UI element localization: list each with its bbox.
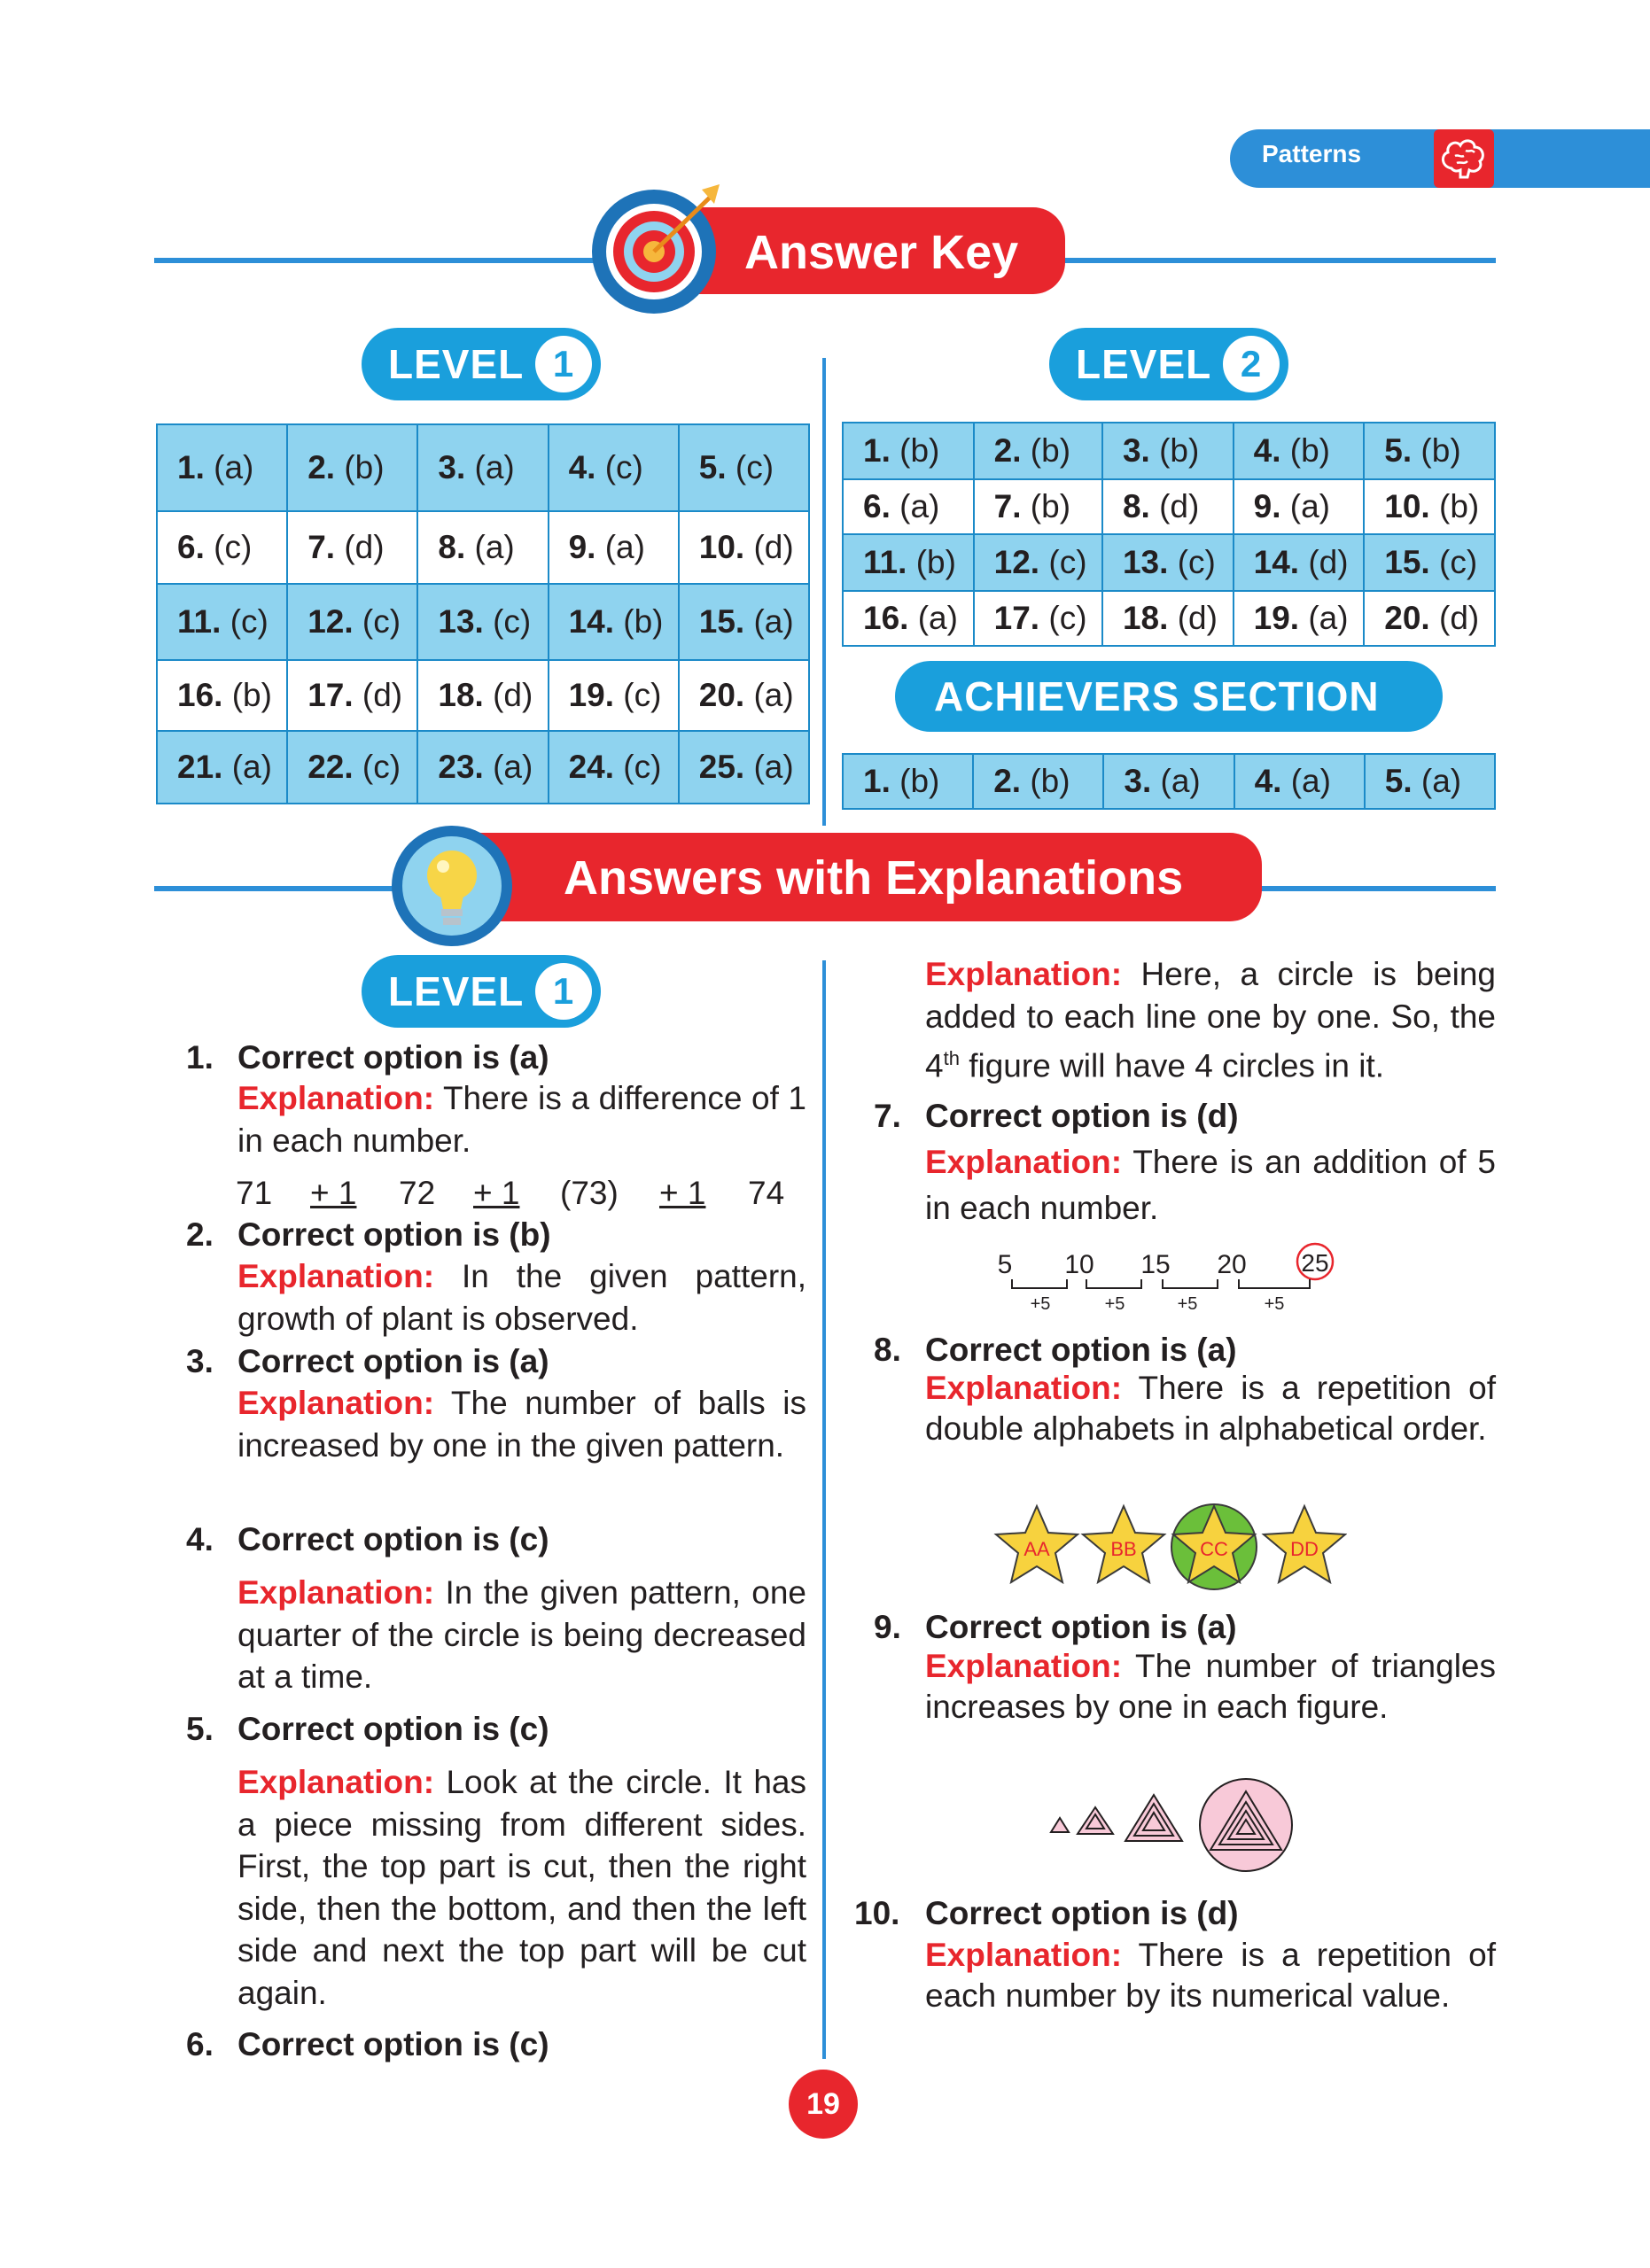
answer-option: (b) <box>231 677 272 713</box>
answer-option: (d) <box>1177 600 1218 636</box>
divider-line <box>1051 258 1496 263</box>
sequence-value: 72 <box>399 1175 436 1211</box>
explanation-text: There is a difference of 1 in each number. <box>237 1080 806 1159</box>
sequence-answer: 25 <box>1301 1249 1329 1277</box>
answer-key-banner <box>682 207 1065 294</box>
answer-cell <box>417 660 548 731</box>
answer-option: (c) <box>214 529 253 565</box>
achievers-answer-table <box>842 753 1496 810</box>
sequence-step: +5 <box>1104 1294 1125 1314</box>
explanation-label: Explanation: <box>237 1574 435 1611</box>
answer-option: (b) <box>1289 432 1330 469</box>
answer-option: (c) <box>623 677 662 713</box>
explanation-text: There is a repetition of double alphabets in alphabetical order. <box>925 1370 1496 1447</box>
correct-option: Correct option is (b) <box>237 1216 551 1253</box>
answer-cell <box>157 731 287 804</box>
sequence-step: + 1 <box>473 1175 520 1211</box>
question-number: 10. <box>854 1895 900 1931</box>
answer-option: (c) <box>493 603 532 640</box>
answer-number: 6. <box>863 488 891 524</box>
answer-cell <box>974 479 1102 534</box>
answer-cell <box>1102 534 1234 591</box>
answer-number: 1. <box>863 432 891 469</box>
q10-explanation <box>925 1935 1496 2016</box>
answer-cell <box>679 660 809 731</box>
level-badge-text: LEVEL <box>388 968 525 1014</box>
target-icon <box>590 184 732 322</box>
answer-option: (a) <box>493 749 533 785</box>
answer-option: (b) <box>1030 432 1071 469</box>
sequence-step: + 1 <box>659 1175 706 1211</box>
answer-cell <box>1234 534 1365 591</box>
explanations-level-badge <box>362 955 601 1028</box>
answer-option: (a) <box>753 677 794 713</box>
answer-cell <box>417 731 548 804</box>
star-label: CC <box>1200 1538 1228 1560</box>
triangle-figure-3 <box>1125 1795 1182 1841</box>
answer-cell <box>549 584 679 660</box>
q6-explanation <box>925 953 1496 1087</box>
level-badge-number: 1 <box>535 336 592 392</box>
level-badge-text: LEVEL <box>1076 341 1212 387</box>
answer-cell <box>974 591 1102 646</box>
sequence-step: +5 <box>1177 1294 1198 1314</box>
explanation-text: There is an addition of 5 in each number. <box>925 1144 1496 1226</box>
answer-number: 10. <box>698 529 745 565</box>
answer-number: 17. <box>307 677 354 713</box>
level-badge-number: 1 <box>535 963 592 1020</box>
answer-option: (a) <box>1308 600 1349 636</box>
explanation-text: Look at the circle. It has a piece missing from different sides. First, the top part is cut, then the right side, then the bottom, and then the left side and next the top part will be cut again. <box>237 1764 806 2011</box>
answer-cell <box>679 424 809 511</box>
answer-cell <box>417 511 548 584</box>
answer-number: 21. <box>177 749 223 785</box>
answer-option: (a) <box>1160 763 1201 799</box>
answer-number: 10. <box>1384 488 1430 524</box>
answer-cell <box>1234 591 1365 646</box>
q2-explanation <box>237 1255 806 1340</box>
answer-option: (d) <box>1308 544 1349 580</box>
answer-number: 19. <box>568 677 614 713</box>
answer-number: 1. <box>863 763 891 799</box>
answer-cell <box>287 731 417 804</box>
answer-cell <box>843 479 974 534</box>
level-badge-text: LEVEL <box>388 341 525 387</box>
answer-row <box>843 534 1495 591</box>
answer-cell <box>549 731 679 804</box>
answer-cell <box>417 584 548 660</box>
divider-line <box>1249 886 1496 891</box>
question-number: 6. <box>186 2026 214 2062</box>
level-1-badge <box>362 328 601 400</box>
answer-option: (c) <box>735 449 774 485</box>
answer-option: (c) <box>362 603 401 640</box>
answer-option: (b) <box>899 432 940 469</box>
answer-number: 19. <box>1253 600 1300 636</box>
answer-number: 12. <box>307 603 354 640</box>
answer-option: (b) <box>1030 763 1070 799</box>
answer-cell <box>1365 754 1495 809</box>
sequence-answer: (73) <box>560 1175 619 1211</box>
answer-cell <box>843 423 974 479</box>
answer-option: (b) <box>1439 488 1480 524</box>
superscript: th <box>943 1047 960 1069</box>
answer-option: (a) <box>474 449 515 485</box>
star-label: AA <box>1023 1538 1050 1560</box>
answer-cell <box>549 511 679 584</box>
correct-option: Correct option is (c) <box>237 1711 549 1747</box>
correct-option: Correct option is (a) <box>237 1343 549 1379</box>
sequence-value: 74 <box>748 1175 785 1211</box>
star-label: DD <box>1290 1538 1319 1560</box>
sequence-step: +5 <box>1264 1294 1285 1314</box>
answer-option: (b) <box>344 449 385 485</box>
q5-explanation <box>237 1761 806 2014</box>
answer-option: (d) <box>362 677 403 713</box>
answer-cell <box>1234 423 1365 479</box>
answer-row <box>843 591 1495 646</box>
explanation-text: The number of triangles increases by one in each figure. <box>925 1648 1496 1725</box>
answer-key-title: Answer Key <box>744 226 1019 279</box>
explanation-label: Explanation: <box>237 1764 435 1800</box>
answer-number: 4. <box>1254 763 1282 799</box>
answer-option: (a) <box>917 600 958 636</box>
correct-option: Correct option is (c) <box>237 2026 549 2062</box>
answer-cell <box>1364 479 1495 534</box>
explanation-label: Explanation: <box>237 1080 435 1116</box>
question-number: 9. <box>874 1609 901 1645</box>
correct-option: Correct option is (a) <box>237 1039 549 1076</box>
q7-number-line <box>992 1237 1347 1321</box>
answer-row <box>157 660 809 731</box>
answer-option: (c) <box>362 749 401 785</box>
star-cc-answer <box>1171 1504 1257 1589</box>
page-number: 19 <box>789 2070 858 2139</box>
question-number: 5. <box>186 1711 214 1747</box>
answer-cell <box>549 660 679 731</box>
answer-number: 16. <box>863 600 909 636</box>
explanation-label: Explanation: <box>925 1937 1123 1973</box>
answer-option: (c) <box>1439 544 1478 580</box>
answer-cell <box>1364 534 1495 591</box>
achievers-section-badge <box>895 661 1443 732</box>
answer-number: 8. <box>438 529 466 565</box>
lightbulb-icon <box>390 826 514 951</box>
column-divider <box>822 358 826 826</box>
answer-number: 14. <box>1253 544 1300 580</box>
answer-cell <box>843 534 974 591</box>
column-divider <box>822 960 826 2059</box>
answer-option: (c) <box>623 749 662 785</box>
answer-option: (a) <box>1290 763 1331 799</box>
answer-option: (c) <box>230 603 269 640</box>
answer-option: (a) <box>753 749 794 785</box>
answer-cell <box>1364 423 1495 479</box>
level-badge-number: 2 <box>1223 336 1280 392</box>
answer-number: 4. <box>1253 432 1281 469</box>
correct-option: Correct option is (d) <box>925 1098 1239 1134</box>
divider-line <box>154 258 610 263</box>
answer-number: 15. <box>698 603 745 640</box>
answer-number: 4. <box>568 449 596 485</box>
answer-number: 23. <box>438 749 484 785</box>
question-number: 2. <box>186 1216 214 1253</box>
answer-number: 2. <box>307 449 336 485</box>
answer-option: (a) <box>231 749 272 785</box>
answer-number: 15. <box>1384 544 1430 580</box>
sequence-value: 10 <box>1064 1250 1094 1279</box>
q8-explanation <box>925 1368 1496 1449</box>
q8-star-figures <box>992 1499 1347 1597</box>
triangle-figure-4-answer <box>1200 1779 1292 1871</box>
explanations-banner <box>479 833 1262 921</box>
answer-option: (d) <box>1439 600 1480 636</box>
divider-line <box>154 886 429 891</box>
answer-number: 5. <box>1384 763 1413 799</box>
correct-option: Correct option is (a) <box>925 1609 1237 1645</box>
answer-cell <box>287 424 417 511</box>
answer-number: 7. <box>307 529 336 565</box>
answer-number: 3. <box>1122 432 1150 469</box>
achievers-title: ACHIEVERS SECTION <box>934 673 1380 719</box>
answer-option: (d) <box>753 529 794 565</box>
answer-row <box>843 423 1495 479</box>
answer-cell <box>417 424 548 511</box>
answer-number: 13. <box>438 603 484 640</box>
answer-number: 2. <box>993 432 1022 469</box>
answer-cell <box>157 584 287 660</box>
answer-number: 9. <box>568 529 596 565</box>
answer-number: 12. <box>993 544 1040 580</box>
triangle-figure-2 <box>1078 1807 1113 1834</box>
sequence-value: 71 <box>236 1175 273 1211</box>
answer-option: (d) <box>1159 488 1200 524</box>
correct-option: Correct option is (d) <box>925 1895 1239 1931</box>
answer-option: (a) <box>1289 488 1330 524</box>
answer-option: (a) <box>474 529 515 565</box>
answer-number: 18. <box>1122 600 1169 636</box>
answer-number: 13. <box>1122 544 1169 580</box>
answer-cell <box>1364 591 1495 646</box>
q3-explanation <box>237 1382 806 1466</box>
answer-number: 9. <box>1253 488 1281 524</box>
question-number: 4. <box>186 1521 214 1557</box>
answer-number: 16. <box>177 677 223 713</box>
answer-number: 3. <box>438 449 466 485</box>
explanation-label: Explanation: <box>237 1385 435 1421</box>
answer-cell <box>843 591 974 646</box>
q9-explanation <box>925 1646 1496 1728</box>
answer-cell <box>679 584 809 660</box>
correct-option: Correct option is (a) <box>925 1332 1237 1368</box>
answer-option: (b) <box>915 544 956 580</box>
answer-number: 25. <box>698 749 745 785</box>
answer-number: 3. <box>1124 763 1152 799</box>
answer-number: 17. <box>993 600 1040 636</box>
answer-option: (c) <box>1177 544 1216 580</box>
explanation-label: Explanation: <box>925 1648 1123 1684</box>
answer-number: 24. <box>568 749 614 785</box>
question-number: 1. <box>186 1039 214 1076</box>
answer-cell <box>974 423 1102 479</box>
q1-explanation <box>237 1077 806 1161</box>
answer-cell <box>1103 754 1234 809</box>
answer-cell <box>1102 479 1234 534</box>
answer-option: (a) <box>753 603 794 640</box>
q9-triangle-figures <box>1035 1777 1310 1879</box>
explanations-title: Answers with Explanations <box>564 851 1184 905</box>
answer-option: (c) <box>604 449 643 485</box>
answer-row <box>157 424 809 511</box>
star-aa <box>996 1506 1078 1582</box>
star-label: BB <box>1110 1538 1137 1560</box>
answer-cell <box>679 511 809 584</box>
answer-number: 11. <box>177 603 222 640</box>
answer-option: (d) <box>344 529 385 565</box>
answer-cell <box>157 660 287 731</box>
answer-cell <box>287 584 417 660</box>
answer-number: 22. <box>307 749 354 785</box>
explanation-label: Explanation: <box>925 956 1123 992</box>
star-dd <box>1264 1506 1345 1582</box>
question-number: 7. <box>874 1098 901 1134</box>
answer-cell <box>549 424 679 511</box>
answer-option: (a) <box>604 529 645 565</box>
answer-cell <box>1102 591 1234 646</box>
brain-icon <box>1434 129 1494 188</box>
answer-cell <box>287 660 417 731</box>
answer-cell <box>1234 479 1365 534</box>
sequence-value: 15 <box>1140 1250 1171 1279</box>
answer-number: 11. <box>863 544 907 580</box>
answer-option: (b) <box>1030 488 1071 524</box>
q4-explanation <box>237 1572 806 1698</box>
explanation-text: The number of balls is increased by one in the given pattern. <box>237 1385 806 1464</box>
answer-option: (c) <box>1048 600 1087 636</box>
sequence-step: + 1 <box>310 1175 357 1211</box>
answer-option: (a) <box>1420 763 1462 799</box>
correct-option: Correct option is (c) <box>237 1521 549 1557</box>
explanation-text: In the given pattern, one quarter of the circle is being decreased at a time. <box>237 1574 806 1695</box>
answer-option: (b) <box>623 603 664 640</box>
answer-option: (b) <box>1159 432 1200 469</box>
explanation-text: There is a repetition of each number by its numerical value. <box>925 1937 1496 2014</box>
answer-row <box>843 754 1495 809</box>
answer-cell <box>973 754 1103 809</box>
explanation-label: Explanation: <box>925 1144 1123 1180</box>
answer-option: (d) <box>493 677 533 713</box>
question-number: 3. <box>186 1343 214 1379</box>
question-number: 8. <box>874 1332 901 1368</box>
answer-cell <box>1102 423 1234 479</box>
answer-row <box>157 731 809 804</box>
explanation-label: Explanation: <box>237 1258 435 1294</box>
sequence-value: 5 <box>997 1250 1013 1279</box>
answer-number: 7. <box>993 488 1022 524</box>
sequence-value: 20 <box>1217 1250 1247 1279</box>
explanation-text: Here, a circle is being added to each line one by one. So, the 4 <box>925 956 1497 1084</box>
answer-cell <box>157 424 287 511</box>
answer-cell <box>157 511 287 584</box>
answer-option: (b) <box>899 763 940 799</box>
answer-number: 1. <box>177 449 205 485</box>
answer-row <box>157 584 809 660</box>
answer-option: (c) <box>1048 544 1087 580</box>
answer-cell <box>287 511 417 584</box>
answer-option: (a) <box>899 488 940 524</box>
answer-number: 6. <box>177 529 205 565</box>
answer-row <box>157 511 809 584</box>
level-2-badge <box>1049 328 1288 400</box>
star-bb <box>1083 1506 1164 1582</box>
level-2-answer-table <box>842 422 1496 647</box>
q7-explanation <box>925 1139 1496 1231</box>
answer-option: (b) <box>1420 432 1461 469</box>
explanation-text: figure will have 4 circles in it. <box>959 1047 1385 1084</box>
answer-number: 14. <box>568 603 614 640</box>
explanation-label: Explanation: <box>925 1370 1123 1406</box>
sequence-step: +5 <box>1030 1294 1051 1314</box>
level-1-answer-table <box>156 423 810 804</box>
answer-option: (a) <box>214 449 254 485</box>
answer-number: 8. <box>1122 488 1150 524</box>
answer-number: 5. <box>698 449 727 485</box>
answer-number: 2. <box>993 763 1022 799</box>
answer-cell <box>843 754 973 809</box>
answer-cell <box>974 534 1102 591</box>
answer-cell <box>679 731 809 804</box>
answer-number: 20. <box>698 677 745 713</box>
answer-number: 20. <box>1384 600 1430 636</box>
answer-cell <box>1234 754 1365 809</box>
chapter-tab-label: Patterns <box>1262 140 1362 167</box>
answer-number: 18. <box>438 677 484 713</box>
explanation-text: In the given pattern, growth of plant is observed. <box>237 1258 806 1337</box>
answer-number: 5. <box>1384 432 1413 469</box>
answer-row <box>843 479 1495 534</box>
